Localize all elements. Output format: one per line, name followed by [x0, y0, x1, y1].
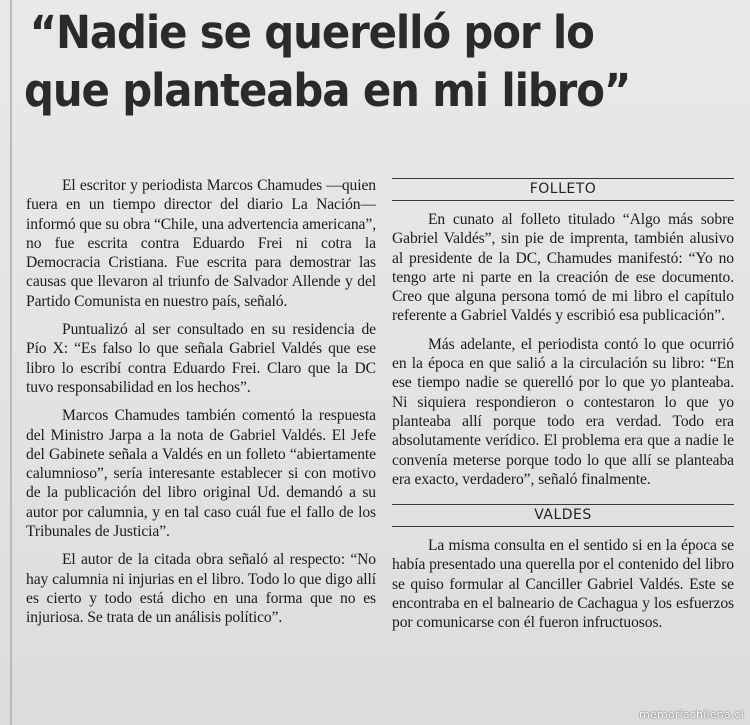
headline	[24, 4, 675, 120]
paragraph: Puntualizó al ser consultado en su residencia de Pío X: “Es falso lo que señala Gabriel Valdés que ese libro lo escribí contra Eduardo Frei. Claro que la DC tuvo responsabilidad en los hechos”.	[26, 321, 376, 396]
left-column	[26, 176, 376, 637]
paragraph: Marcos Chamudes también comentó la respuesta del Ministro Jarpa a la nota de Gabriel Valdés. El Jefe del Gabinete señala a Valdés en un folleto “abiertamente calumnioso”, sería interesante establecer si con motivo de la publicación del libro original Ud. demandó a su autor por calumnia, y en tal caso cuál fue el fallo de los Tribunales de Justicia”.	[26, 407, 376, 541]
page-edge-shadow	[10, 0, 12, 725]
paragraph: La misma consulta en el sentido si en la época se había presentado una querella por el contenido del libro se quiso formular al Canciller Gabriel Valdés. Este se encontraba en el balneario de Cachagua y los esfuerzos por comunicarse con él fueron infructuosos.	[392, 537, 734, 632]
headline-line-2: que planteaba en mi libro”	[24, 64, 631, 117]
source-watermark: memoriachilena.cl	[639, 708, 744, 721]
paragraph: Más adelante, el periodista contó lo que ocurrió en la época en que salió a la circulación su libro: “En ese tiempo nadie se querelló por lo que yo planteaba. Ni siquiera respondieron o contestaron lo que yo planteaba allí porque todo era verdad. Todo era absolutamente verídico. El problema era que a nadie le convenía meterse porque todo lo que allí se planteaba era exacto, verdadero”, señaló finalmente.	[392, 335, 734, 488]
paragraph: El autor de la citada obra señaló al respecto: “No hay calumnia ni injurias en el libro. Todo lo que digo allí es cierto y todo está dicho en una forma que no es injuriosa. Se trata de un análisis político”.	[26, 551, 376, 627]
paragraph: El escritor y periodista Marcos Chamudes —quien fuera en un tiempo director del diario La Nación— informó que su obra “Chile, una advertencia americana”, no fue escrita contra Eduardo Frei ni cotra la Democracia Cristiana. Fue escrita para demostrar las causas que llevaron al triunfo de Salvador Allende y del Partido Comunista en nuestro país, señaló.	[26, 177, 376, 310]
headline-line-1: “Nadie se querelló por lo	[29, 6, 594, 59]
right-column	[392, 178, 734, 642]
section-heading-valdes: VALDES	[392, 504, 734, 527]
paragraph: En cunato al folleto titulado “Algo más sobre Gabriel Valdés”, sin pie de imprenta, también alusivo al presidente de la DC, Chamudes manifestó: “Yo no tengo arte ni parte en la creación de ese documento. Creo que alguna persona tomó de mi libro el capítulo referente a Gabriel Valdés y escribió esa publicación”.	[392, 211, 734, 325]
section-heading-folleto: FOLLETO	[392, 178, 734, 201]
